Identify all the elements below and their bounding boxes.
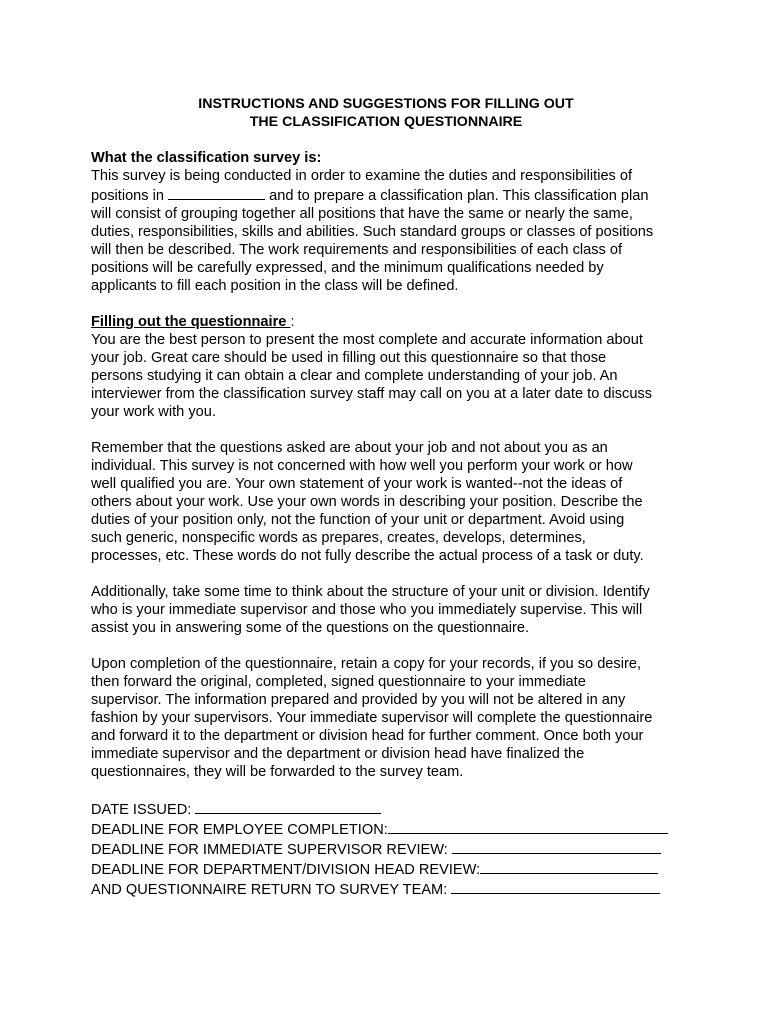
paragraph-line: such generic, nonspecific words as prepares, creates, develops, determines, bbox=[91, 530, 586, 546]
employee-completion-label: DEADLINE FOR EMPLOYEE COMPLETION: bbox=[91, 822, 388, 838]
date-issued-row bbox=[91, 799, 691, 819]
paragraph-line: and forward it to the department or division head for further comment. Once both your bbox=[91, 728, 644, 744]
filling-heading-text: Filling out the questionnaire bbox=[91, 314, 291, 330]
survey-line: This survey is being conducted in order to examine the duties and responsibilities of bbox=[91, 168, 633, 184]
paragraph-line: supervisor. The information prepared and provided by you will not be altered in any bbox=[91, 692, 626, 708]
paragraph-line: interviewer from the classification survey staff may call on you at a later date to discuss bbox=[91, 386, 653, 402]
paragraph-line: individual. This survey is not concerned with how well you perform your work or how bbox=[91, 458, 633, 474]
survey-line-text: positions in bbox=[91, 188, 169, 204]
survey-line-text: and to prepare a classification plan. This classification plan bbox=[265, 188, 649, 204]
paragraph-upon-completion bbox=[91, 655, 691, 781]
paragraph-line: well qualified you are. Your own statement of your work is wanted--not the ideas of bbox=[91, 476, 623, 492]
paragraph-line: duties of your position only, not the function of your unit or department. Avoid using bbox=[91, 512, 625, 528]
title-line-1: INSTRUCTIONS AND SUGGESTIONS FOR FILLING OUT bbox=[198, 96, 574, 112]
document-body bbox=[91, 95, 691, 899]
paragraph-line: Additionally, take some time to think about the structure of your unit or division. Identify bbox=[91, 584, 650, 600]
employee-completion-row bbox=[91, 819, 691, 839]
survey-section bbox=[91, 149, 691, 295]
department-review-row bbox=[91, 859, 691, 879]
paragraph-line: who is your immediate supervisor and those who you immediately supervise. This will bbox=[91, 602, 643, 618]
paragraph-line: processes, etc. These words do not fully describe the actual process of a task or duty. bbox=[91, 548, 644, 564]
paragraph-line: immediate supervisor and the department or division head have finalized the bbox=[91, 746, 585, 762]
paragraph-line: fashion by your supervisors. Your immediate supervisor will complete the questionnaire bbox=[91, 710, 653, 726]
filling-heading bbox=[91, 313, 691, 331]
survey-line: applicants to fill each position in the class will be defined. bbox=[91, 278, 459, 294]
paragraph-remember bbox=[91, 439, 691, 565]
survey-line: will consist of grouping together all positions that have the same or nearly the same, bbox=[91, 206, 633, 222]
paragraph-line: then forward the original, completed, signed questionnaire to your immediate bbox=[91, 674, 586, 690]
paragraph-line: questionnaires, they will be forwarded to the survey team. bbox=[91, 764, 464, 780]
date-issued-label: DATE ISSUED: bbox=[91, 802, 196, 818]
survey-line: will then be described. The work requirements and responsibilities of each class of bbox=[91, 242, 623, 258]
survey-heading: What the classification survey is: bbox=[91, 150, 322, 166]
filling-section bbox=[91, 313, 691, 781]
survey-line-with-blank bbox=[91, 185, 691, 205]
department-review-label: DEADLINE FOR DEPARTMENT/DIVISION HEAD REVIEW: bbox=[91, 862, 481, 878]
date-issued-field[interactable] bbox=[195, 799, 381, 814]
return-to-team-field[interactable] bbox=[451, 879, 660, 894]
paragraph-line: assist you in answering some of the questions on the questionnaire. bbox=[91, 620, 530, 636]
paragraph-line: persons studying it can obtain a clear and complete understanding of your job. An bbox=[91, 368, 618, 384]
employee-completion-field[interactable] bbox=[388, 819, 668, 834]
return-to-team-label: AND QUESTIONNAIRE RETURN TO SURVEY TEAM: bbox=[91, 882, 452, 898]
title-line-2: THE CLASSIFICATION QUESTIONNAIRE bbox=[249, 114, 523, 130]
survey-line: duties, responsibilities, skills and abilities. Such standard groups or classes of positions bbox=[91, 224, 654, 240]
paragraph-line: Upon completion of the questionnaire, retain a copy for your records, if you so desire, bbox=[91, 656, 641, 672]
filling-heading-colon: : bbox=[290, 314, 295, 330]
positions-blank-field[interactable] bbox=[168, 185, 265, 200]
supervisor-review-label: DEADLINE FOR IMMEDIATE SUPERVISOR REVIEW: bbox=[91, 842, 452, 858]
paragraph-line: Remember that the questions asked are about your job and not about you as an bbox=[91, 440, 608, 456]
survey-line: positions will be carefully expressed, and the minimum qualifications needed by bbox=[91, 260, 604, 276]
paragraph-additionally bbox=[91, 583, 691, 637]
document-title bbox=[91, 95, 681, 131]
supervisor-review-row bbox=[91, 839, 691, 859]
deadlines-block bbox=[91, 799, 691, 899]
paragraph-best-person bbox=[91, 331, 691, 421]
paragraph-line: others about your work. Use your own words in describing your position. Describe the bbox=[91, 494, 643, 510]
paragraph-line: your work with you. bbox=[91, 404, 216, 420]
department-review-field[interactable] bbox=[480, 859, 658, 874]
paragraph-line: your job. Great care should be used in filling out this questionnaire so that those bbox=[91, 350, 607, 366]
return-to-team-row bbox=[91, 879, 691, 899]
paragraph-line: You are the best person to present the most complete and accurate information about bbox=[91, 332, 643, 348]
supervisor-review-field[interactable] bbox=[452, 839, 661, 854]
